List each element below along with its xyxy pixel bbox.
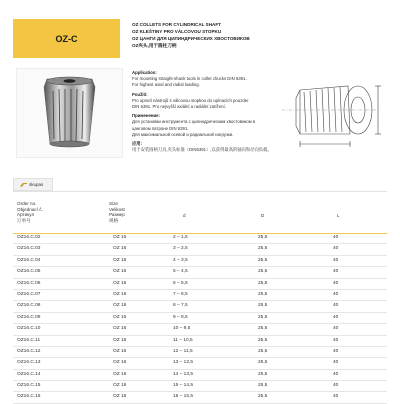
cell-order: OZ16.C.15 — [17, 383, 41, 389]
header-order-line: Артикул — [17, 212, 35, 218]
header-size-line: Size — [109, 201, 118, 206]
table-row — [13, 256, 387, 267]
cell-d: 25,5 — [258, 280, 268, 286]
header-size-line: Размер — [109, 212, 125, 218]
application-line: Для установки инструмента с цилиндрическим хвостовиком в — [132, 119, 256, 125]
cell-d: 5 – 4,5 — [173, 269, 188, 275]
table-row — [13, 301, 387, 312]
tab-skupas[interactable] — [13, 178, 53, 191]
cell-size: OZ 16 — [113, 314, 127, 320]
application-line: 用于安装圆柄刀具,夹头标准（DIN6391）,以获得最高的轴向和径向负载。 — [132, 147, 272, 153]
cell-order: OZ16.C.09 — [17, 314, 41, 320]
application-line: For highest axial and radial loading. — [132, 82, 200, 88]
cell-order: OZ16.C.07 — [17, 291, 41, 297]
cell-size: OZ 16 — [113, 303, 127, 309]
cell-d: 11 – 10,5 — [173, 337, 193, 343]
cell-l: 40 — [333, 337, 339, 343]
cell-d: 25,5 — [258, 383, 268, 389]
application-line: цанговом патроне DIN 6391. — [132, 125, 189, 131]
cell-d: 25,5 — [258, 348, 268, 354]
cell-l: 40 — [333, 371, 339, 377]
cell-l: 40 — [333, 291, 339, 297]
cell-size: OZ 16 — [113, 394, 127, 400]
cell-d: 8 – 7,5 — [173, 303, 188, 309]
cell-l: 40 — [333, 360, 339, 366]
application-text — [132, 70, 272, 156]
cell-l: 40 — [333, 394, 339, 400]
cell-order: OZ16.C.04 — [17, 257, 41, 263]
cell-l: 40 — [333, 235, 339, 240]
cell-d: 12 – 11,5 — [173, 348, 193, 354]
application-line: Для максимальной осевой и радиальной нагрузки. — [132, 131, 234, 137]
cell-d: 4 – 3,5 — [173, 257, 188, 263]
cell-d: 25,5 — [258, 269, 268, 275]
application-heading: 应用： — [132, 141, 145, 147]
cell-d: 25,5 — [258, 394, 268, 400]
table-row — [13, 347, 387, 358]
collet-photo-icon — [17, 69, 122, 157]
cell-order: OZ16.C.02 — [17, 235, 41, 240]
cell-size: OZ 16 — [113, 235, 127, 240]
table-row — [13, 358, 387, 369]
header-order — [17, 201, 43, 223]
header-order-line: Objednací č. — [17, 206, 43, 212]
application-cn — [132, 141, 272, 153]
product-titles — [132, 21, 250, 49]
cell-l: 40 — [333, 246, 339, 252]
cell-d: 2 – 1,5 — [173, 235, 188, 240]
table-row — [13, 336, 387, 347]
cell-order: OZ16.C.08 — [17, 303, 41, 309]
cell-order: OZ16.C.14 — [17, 371, 41, 377]
table-row — [13, 267, 387, 278]
cell-d: 25,5 — [258, 257, 268, 263]
cell-l: 40 — [333, 303, 339, 309]
product-code: OZ-C — [55, 33, 78, 44]
table-row — [13, 313, 387, 324]
cell-d: 25,5 — [258, 314, 268, 320]
product-photo — [16, 68, 123, 158]
technical-drawing — [278, 68, 388, 158]
application-line: Pro upnutí nástrojů s válcovou stopkou do upínacích pouzder — [132, 97, 249, 103]
cell-l: 40 — [333, 280, 339, 286]
title-line-en: OZ COLLETS FOR CYLINDRICAL SHAFT — [132, 22, 221, 27]
cell-size: OZ 16 — [113, 246, 127, 252]
table-row — [13, 392, 387, 403]
header-size — [109, 201, 125, 223]
application-heading: Применение: — [132, 113, 160, 119]
collet-drawing-icon — [278, 68, 388, 158]
hand-pointer-icon — [19, 181, 28, 188]
header-size-line: Velikost — [109, 206, 125, 212]
table-row — [13, 279, 387, 290]
application-heading: Application: — [132, 70, 157, 75]
cell-size: OZ 16 — [113, 348, 127, 354]
application-en — [132, 70, 272, 89]
application-heading: Použití: — [132, 91, 148, 97]
cell-d: 10 – 9,5 — [173, 326, 191, 332]
cell-d: 13 – 12,5 — [173, 360, 194, 366]
cell-d: 15 – 14,5 — [173, 383, 194, 389]
cell-l: 40 — [333, 257, 339, 263]
application-line: DIN 6391. Pro nejvyšší axiální a radiální zatížení. — [132, 104, 226, 110]
cell-l: 40 — [333, 314, 339, 320]
application-line: For mounting straight-shank tools in collet chucks DIN 6391. — [132, 76, 247, 82]
cell-order: OZ16.C.11 — [17, 337, 41, 343]
application-ru — [132, 113, 272, 138]
cell-l: 40 — [333, 348, 339, 354]
table-row — [13, 244, 387, 255]
cell-order: OZ16.C.10 — [17, 326, 41, 332]
cell-d: 3 – 2,5 — [173, 246, 188, 252]
header-D: D — [261, 213, 265, 218]
tab-label: skupas — [29, 182, 44, 187]
cell-order: OZ16.C.16 — [17, 394, 41, 400]
cell-size: OZ 16 — [113, 326, 127, 332]
cell-d: 25,5 — [258, 337, 268, 343]
cell-d: 25,5 — [258, 303, 268, 309]
cell-d: 25,5 — [258, 360, 268, 366]
cell-d: 25,5 — [258, 291, 268, 297]
product-badge — [13, 19, 120, 58]
application-cz — [132, 92, 272, 111]
table-header — [13, 199, 387, 234]
table-row — [13, 233, 387, 244]
cell-d: 25,5 — [258, 371, 268, 377]
header-d: d — [183, 213, 186, 218]
table-body — [13, 233, 387, 404]
cell-size: OZ 16 — [113, 291, 127, 297]
header-size-line: 规格 — [109, 217, 119, 223]
cell-size: OZ 16 — [113, 257, 127, 263]
cell-size: OZ 16 — [113, 371, 127, 377]
cell-d: 6 – 5,5 — [173, 280, 188, 286]
cell-order: OZ16.C.12 — [17, 348, 41, 354]
cell-size: OZ 16 — [113, 269, 127, 275]
cell-order: OZ16.C.06 — [17, 280, 41, 286]
cell-size: OZ 16 — [113, 337, 127, 343]
table-row — [13, 370, 387, 381]
title-line-cn: OZ夹头,用于圆柱刀柄 — [132, 43, 177, 48]
cell-order: OZ16.C.03 — [17, 246, 41, 252]
cell-order: OZ16.C.13 — [17, 360, 41, 366]
cell-d: 7 – 6,5 — [173, 291, 188, 297]
cell-size: OZ 16 — [113, 280, 127, 286]
cell-d: 16 – 15,5 — [173, 394, 194, 400]
cell-d: 25,5 — [258, 246, 268, 252]
cell-l: 40 — [333, 383, 339, 389]
cell-d: 14 – 13,5 — [173, 371, 194, 377]
title-line-ru: OZ ЦАНГИ ДЛЯ ЦИЛИНДРИЧЕСКИХ ХВОСТОВИКОВ — [132, 36, 250, 41]
cell-l: 40 — [333, 326, 339, 332]
cell-d: 9 – 8,5 — [173, 314, 188, 320]
header-order-line: 订单号 — [17, 217, 31, 223]
cell-size: OZ 16 — [113, 360, 127, 366]
table-row — [13, 324, 387, 335]
header-order-line: Order no. — [17, 201, 37, 206]
cell-d: 25,5 — [258, 235, 268, 240]
table-row — [13, 290, 387, 301]
cell-d: 25,5 — [258, 326, 268, 332]
tab-bar — [13, 177, 387, 192]
cell-size: OZ 16 — [113, 383, 127, 389]
header-L: L — [337, 213, 340, 218]
title-line-cz: OZ KLEŠTINY PRO VÁLCOVOU STOPKU — [132, 29, 222, 34]
table-row — [13, 381, 387, 392]
cell-order: OZ16.C.05 — [17, 269, 41, 275]
cell-l: 40 — [333, 269, 339, 275]
